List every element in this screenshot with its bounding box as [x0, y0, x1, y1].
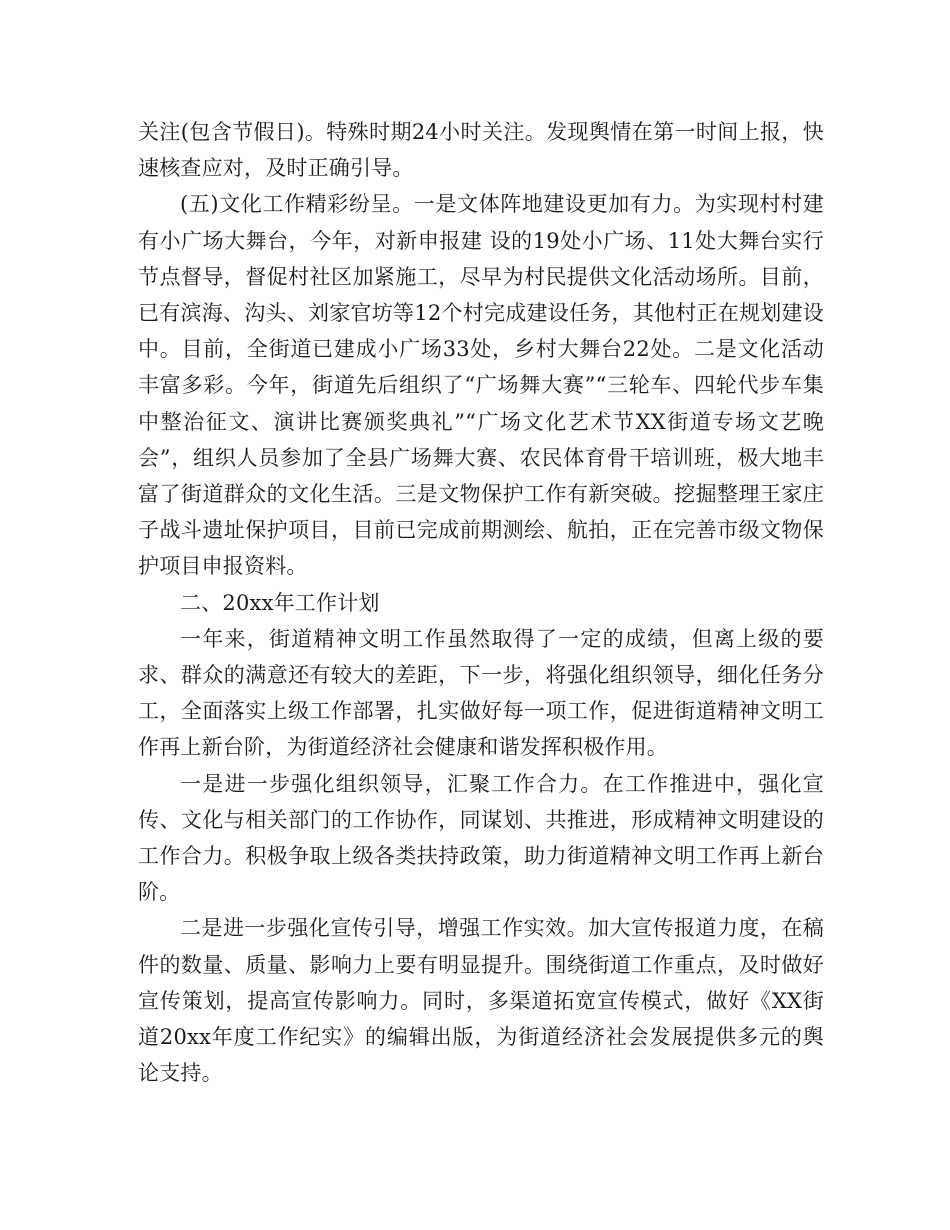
- paragraph-culture-work: (五)文化工作精彩纷呈。一是文体阵地建设更加有力。为实现村村建有小广场大舞台，今年，对新申报建 设的19处小广场、11处大舞台实行节点督导，督促村社区加紧施工，尽早为村民提供文化活动场所。目前，已有滨海、沟头、刘家官坊等12个村完成建设任务，其他村正在规划建设中。目前，全街道已建成小广场33处，乡村大舞台22处。二是文化活动丰富多彩。今年，街道先后组织了“广场舞大赛”“三轮车、四轮代步车集中整治征文、演讲比赛颁奖典礼”“广场文化艺术节XX街道专场文艺晚会”，组织人员参加了全县广场舞大赛、农民体育骨干培训班，极大地丰富了街道群众的文化生活。三是文物保护工作有新突破。挖掘整理王家庄子战斗遗址保护项目，目前已完成前期测绘、航拍，正在完善市级文物保护项目申报资料。: [138, 192, 824, 579]
- paragraph-continuation: 关注(包含节假日)。特殊时期24小时关注。发现舆情在第一时间上报，快速核查应对，及时正确引导。: [138, 120, 824, 181]
- paragraph-plan-leadership: 一是进一步强化组织领导，汇聚工作合力。在工作推进中，强化宣传、文化与相关部门的工作协作，同谋划、共推进，形成精神文明建设的工作合力。积极争取上级各类扶持政策，助力街道精神文明工作再上新台阶。: [138, 771, 824, 905]
- paragraph-year-summary: 一年来，街道精神文明工作虽然取得了一定的成绩，但离上级的要求、群众的满意还有较大的差距，下一步，将强化组织领导，细化任务分工，全面落实上级工作部署，扎实做好每一项工作，促进街道精神文明工作再上新台阶，为街道经济社会健康和谐发挥积极作用。: [138, 626, 824, 760]
- document-body: [138, 114, 824, 1091]
- section-heading-work-plan: 二、20xx年工作计划: [180, 590, 380, 615]
- paragraph-plan-publicity: 二是进一步强化宣传引导，增强工作实效。加大宣传报道力度，在稿件的数量、质量、影响力上要有明显提升。围绕街道工作重点，及时做好宣传策划，提高宣传影响力。同时，多渠道拓宽宣传模式，做好《XX街道20xx年度工作纪实》的编辑出版，为街道经济社会发展提供多元的舆论支持。: [138, 916, 824, 1086]
